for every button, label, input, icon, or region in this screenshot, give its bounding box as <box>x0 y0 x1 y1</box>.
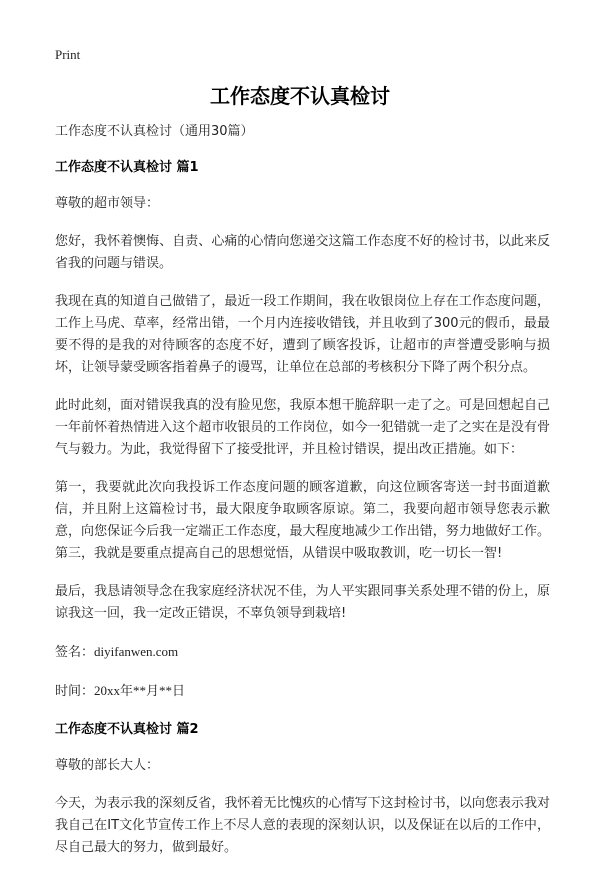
paragraph: 第一，我要就此次向我投诉工作态度问题的顾客道歉，向这位顾客寄送一封书面道歉信，并且附上这篇检讨书，最大限度争取顾客原谅。第二，我要向超市领导您表示歉意，向您保证今后我一定端正工作态度，最大程度地减少工作出错，努力地做好工作。第三，我就是要重点提高自己的思想觉悟，从错误中吸取教训，吃一切长一智! <box>55 480 550 561</box>
time-value: 20xx年**月**日 <box>94 683 186 698</box>
time-line <box>55 680 550 703</box>
salutation: 尊敬的部长大人： <box>55 758 160 773</box>
signature-value: diyifanwen.com <box>94 644 179 659</box>
document-title: 工作态度不认真检讨 <box>210 84 390 108</box>
section-1 <box>55 157 550 703</box>
time-label: 时间： <box>55 684 95 699</box>
paragraph: 今天，为表示我的深刻反省，我怀着无比愧疚的心情写下这封检讨书，以向您表示我对我自己在IT文化节宣传工作上不尽人意的表现的深刻认识，以及保证在以后的工作中，尽自己最大的努力，做到最好。 <box>55 796 550 855</box>
section-heading: 工作态度不认真检讨 篇2 <box>55 722 199 737</box>
document-subtitle: 工作态度不认真检讨（通用30篇） <box>55 124 254 139</box>
paragraph: 最后，我恳请领导念在我家庭经济状况不佳，为人平实跟同事关系处理不错的份上，原谅我这一回，我一定改正错误，不辜负领导到栽培! <box>55 584 550 621</box>
salutation: 尊敬的超市领导： <box>55 196 160 211</box>
signature-line <box>55 641 550 664</box>
print-link[interactable]: Print <box>55 47 81 62</box>
section-2 <box>55 719 550 859</box>
paragraph: 您好，我怀着懊悔、自责、心痛的心情向您递交这篇工作态度不好的检讨书，以此来反省我的问题与错误。 <box>55 234 550 271</box>
section-heading: 工作态度不认真检讨 篇1 <box>55 160 199 175</box>
paragraph: 我现在真的知道自己做错了，最近一段工作期间，我在收银岗位上存在工作态度问题，工作上马虎、草率，经常出错，一个月内连接收错钱，并且收到了300元的假币，最最要不得的是我的对待顾客的态度不好，遭到了顾客投诉，让超市的声誉遭受影响与损坏，让领导蒙受顾客指着鼻子的谩骂，让单位在总部的考核积分下降了两个积分点。 <box>55 294 550 375</box>
document-content <box>55 121 550 875</box>
signature-label: 签名： <box>55 645 95 660</box>
paragraph: 此时此刻，面对错误我真的没有脸见您，我原本想干脆辞职一走了之。可是回想起自己一年前怀着热情进入这个超市收银员的工作岗位，如今一犯错就一走了之实在是没有骨气与毅力。为此，我觉得留下了接受批评，并且检讨错误，提出改正措施。如下： <box>55 398 550 457</box>
